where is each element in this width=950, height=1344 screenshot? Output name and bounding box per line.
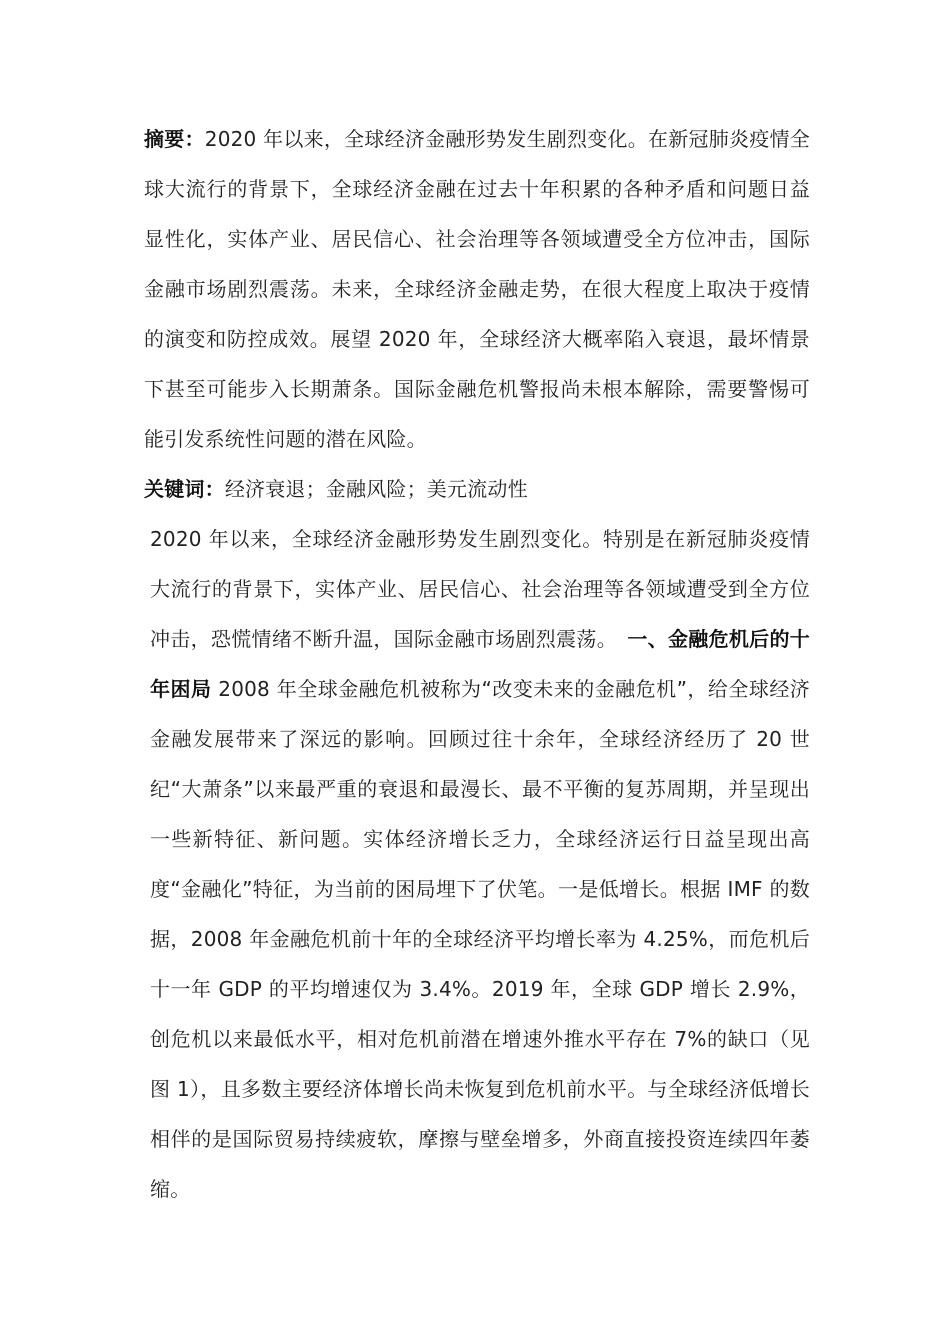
abstract-label: 摘要： (144, 127, 205, 151)
keywords-label: 关键词： (144, 477, 225, 501)
body-intro-text: 2020 年以来，全球经济金融形势发生剧烈变化。特别是在新冠肺炎疫情大流行的背景下，实体产业、居民信心、社会治理等各领域遭受到全方位冲击，恐慌情绪不断升温，国际金融市场剧烈震荡。 (150, 527, 810, 651)
keywords-paragraph (144, 464, 810, 514)
section-text: 2008 年全球金融危机被称为“改变未来的金融危机”，给全球经济金融发展带来了深远的影响。回顾过往十余年，全球经济经历了 20 世纪“大萧条”以来最严重的衰退和最漫长、最不平衡的复苏周期，并呈现出一些新特征、新问题。实体经济增长乏力，全球经济运行日益呈现出高度“金融化”特征，为当前的困局埋下了伏笔。一是低增长。根据 IMF 的数据，2008 年金融危机前十年的全球经济平均增长率为 4.25%，而危机后十一年 GDP 的平均增速仅为 3.4%。2019 年，全球 GDP 增长 2.9%，创危机以来最低水平，相对危机前潜在增速外推水平存在 7%的缺口（见图 1），且多数主要经济体增长尚未恢复到危机前水平。与全球经济低增长相伴的是国际贸易持续疲软，摩擦与壁垒增多，外商直接投资连续四年萎缩。 (150, 677, 810, 1201)
abstract-paragraph (144, 114, 810, 464)
keywords-text: 经济衰退；金融风险；美元流动性 (224, 477, 528, 501)
body-paragraph (144, 514, 810, 1214)
section-heading: 一、金融危机后的十年困局 (150, 627, 810, 701)
abstract-text: 2020 年以来，全球经济金融形势发生剧烈变化。在新冠肺炎疫情全球大流行的背景下，全球经济金融在过去十年积累的各种矛盾和问题日益显性化，实体产业、居民信心、社会治理等各领域遭受全方位冲击，国际金融市场剧烈震荡。未来，全球经济金融走势，在很大程度上取决于疫情的演变和防控成效。展望 2020 年，全球经济大概率陷入衰退，最坏情景下甚至可能步入长期萧条。国际金融危机警报尚未根本解除，需要警惕可能引发系统性问题的潜在风险。 (144, 127, 810, 451)
document-page (144, 114, 810, 1214)
